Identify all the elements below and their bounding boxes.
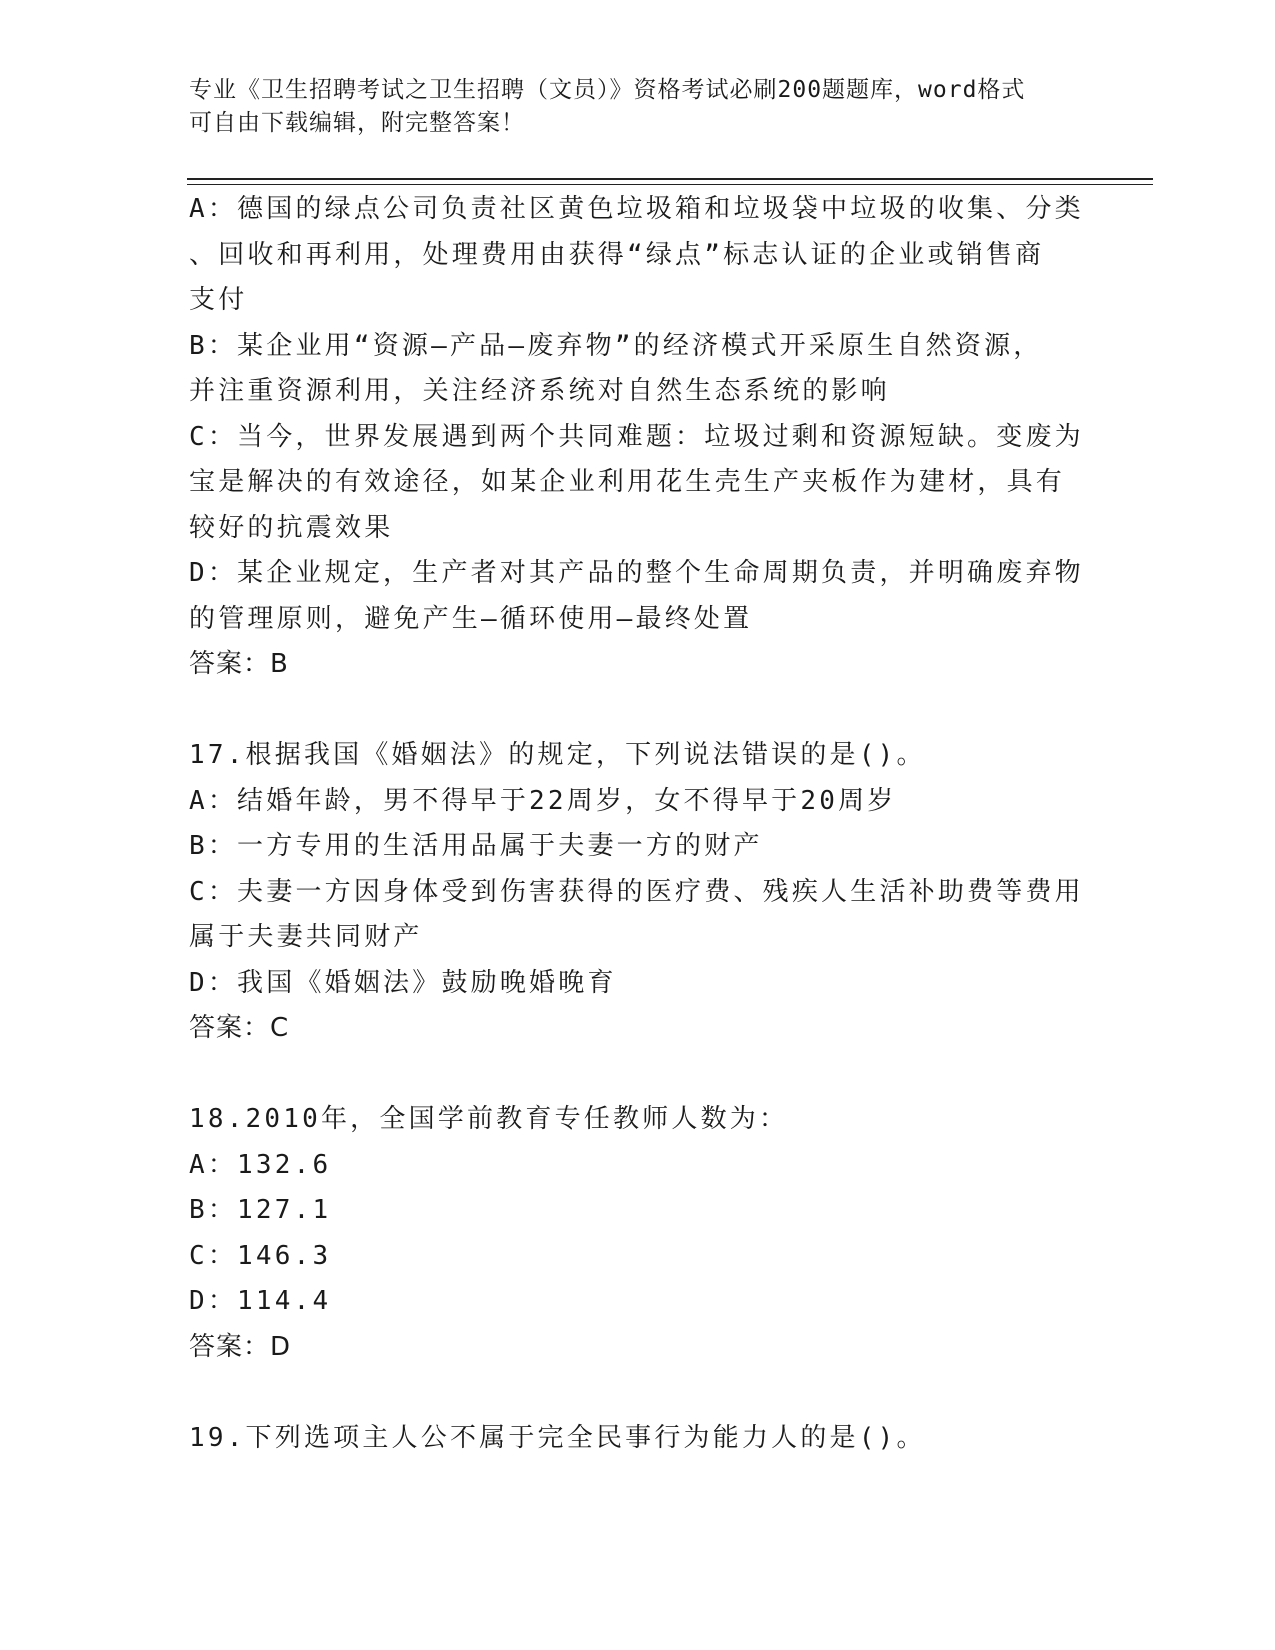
question-17-block (189, 733, 1089, 1052)
q16-option-c-line-2: 宝是解决的有效途径，如某企业利用花生壳生产夹板作为建材，具有 (189, 467, 1066, 497)
q17-option-c-line-1: C：夫妻一方因身体受到伤害获得的医疗费、残疾人生活补助费等费用 (189, 876, 1084, 907)
q16-option-b-line-2: 并注重资源利用，关注经济系统对自然生态系统的影响 (189, 376, 890, 406)
q16-option-a-line-3: 支付 (189, 285, 248, 315)
question-16-block (189, 187, 1089, 688)
q17-option-b: B：一方专用的生活用品属于夫妻一方的财产 (189, 831, 763, 861)
q18-option-d: D：114.4 (189, 1286, 332, 1316)
header-divider-thin (187, 184, 1153, 185)
spacer (189, 1370, 1089, 1416)
q18-option-b: B：127.1 (189, 1195, 332, 1225)
q18-answer: 答案：D (189, 1331, 292, 1362)
q18-option-c: C：146.3 (189, 1240, 332, 1271)
q19-question: 19.下列选项主人公不属于完全民事行为能力人的是()。 (189, 1422, 926, 1453)
q18-option-a: A：132.6 (189, 1149, 332, 1180)
document-header (189, 74, 1069, 140)
question-19-block (189, 1416, 1089, 1462)
q17-option-c-line-2: 属于夫妻共同财产 (189, 922, 423, 952)
q17-answer: 答案：C (189, 1013, 290, 1043)
q18-question: 18.2010年，全国学前教育专任教师人数为： (189, 1104, 789, 1134)
q16-option-c-line-1: C：当今，世界发展遇到两个共同难题：垃圾过剩和资源短缺。变废为 (189, 421, 1084, 452)
spacer (189, 1052, 1089, 1098)
q17-question: 17.根据我国《婚姻法》的规定，下列说法错误的是()。 (189, 740, 926, 770)
spacer (189, 688, 1089, 734)
q16-option-b-line-1: B：某企业用“资源—产品—废弃物”的经济模式开采原生自然资源， (189, 330, 1043, 361)
q16-option-c-line-3: 较好的抗震效果 (189, 512, 394, 543)
q16-option-a-line-2: 、回收和再利用，处理费用由获得“绿点”标志认证的企业或销售商 (189, 239, 1045, 270)
q16-option-a-line-1: A：德国的绿点公司负责社区黄色垃圾箱和垃圾袋中垃圾的收集、分类 (189, 194, 1084, 224)
header-divider-thick (187, 178, 1153, 180)
question-18-block (189, 1097, 1089, 1370)
q16-option-d-line-2: 的管理原则，避免产生—循环使用—最终处置 (189, 603, 753, 634)
q16-option-d-line-1: D：某企业规定，生产者对其产品的整个生命周期负责，并明确废弃物 (189, 558, 1084, 588)
q16-answer: 答案：B (189, 649, 289, 679)
q17-option-d: D：我国《婚姻法》鼓励晚婚晚育 (189, 967, 617, 998)
header-title-line-1: 专业《卫生招聘考试之卫生招聘（文员）》资格考试必刷200题题库，word格式 (189, 77, 1026, 103)
question-list (189, 187, 1089, 1461)
q17-option-a: A：结婚年龄，男不得早于22周岁，女不得早于20周岁 (189, 785, 897, 816)
header-title-line-2: 可自由下载编辑，附完整答案！ (189, 110, 525, 136)
